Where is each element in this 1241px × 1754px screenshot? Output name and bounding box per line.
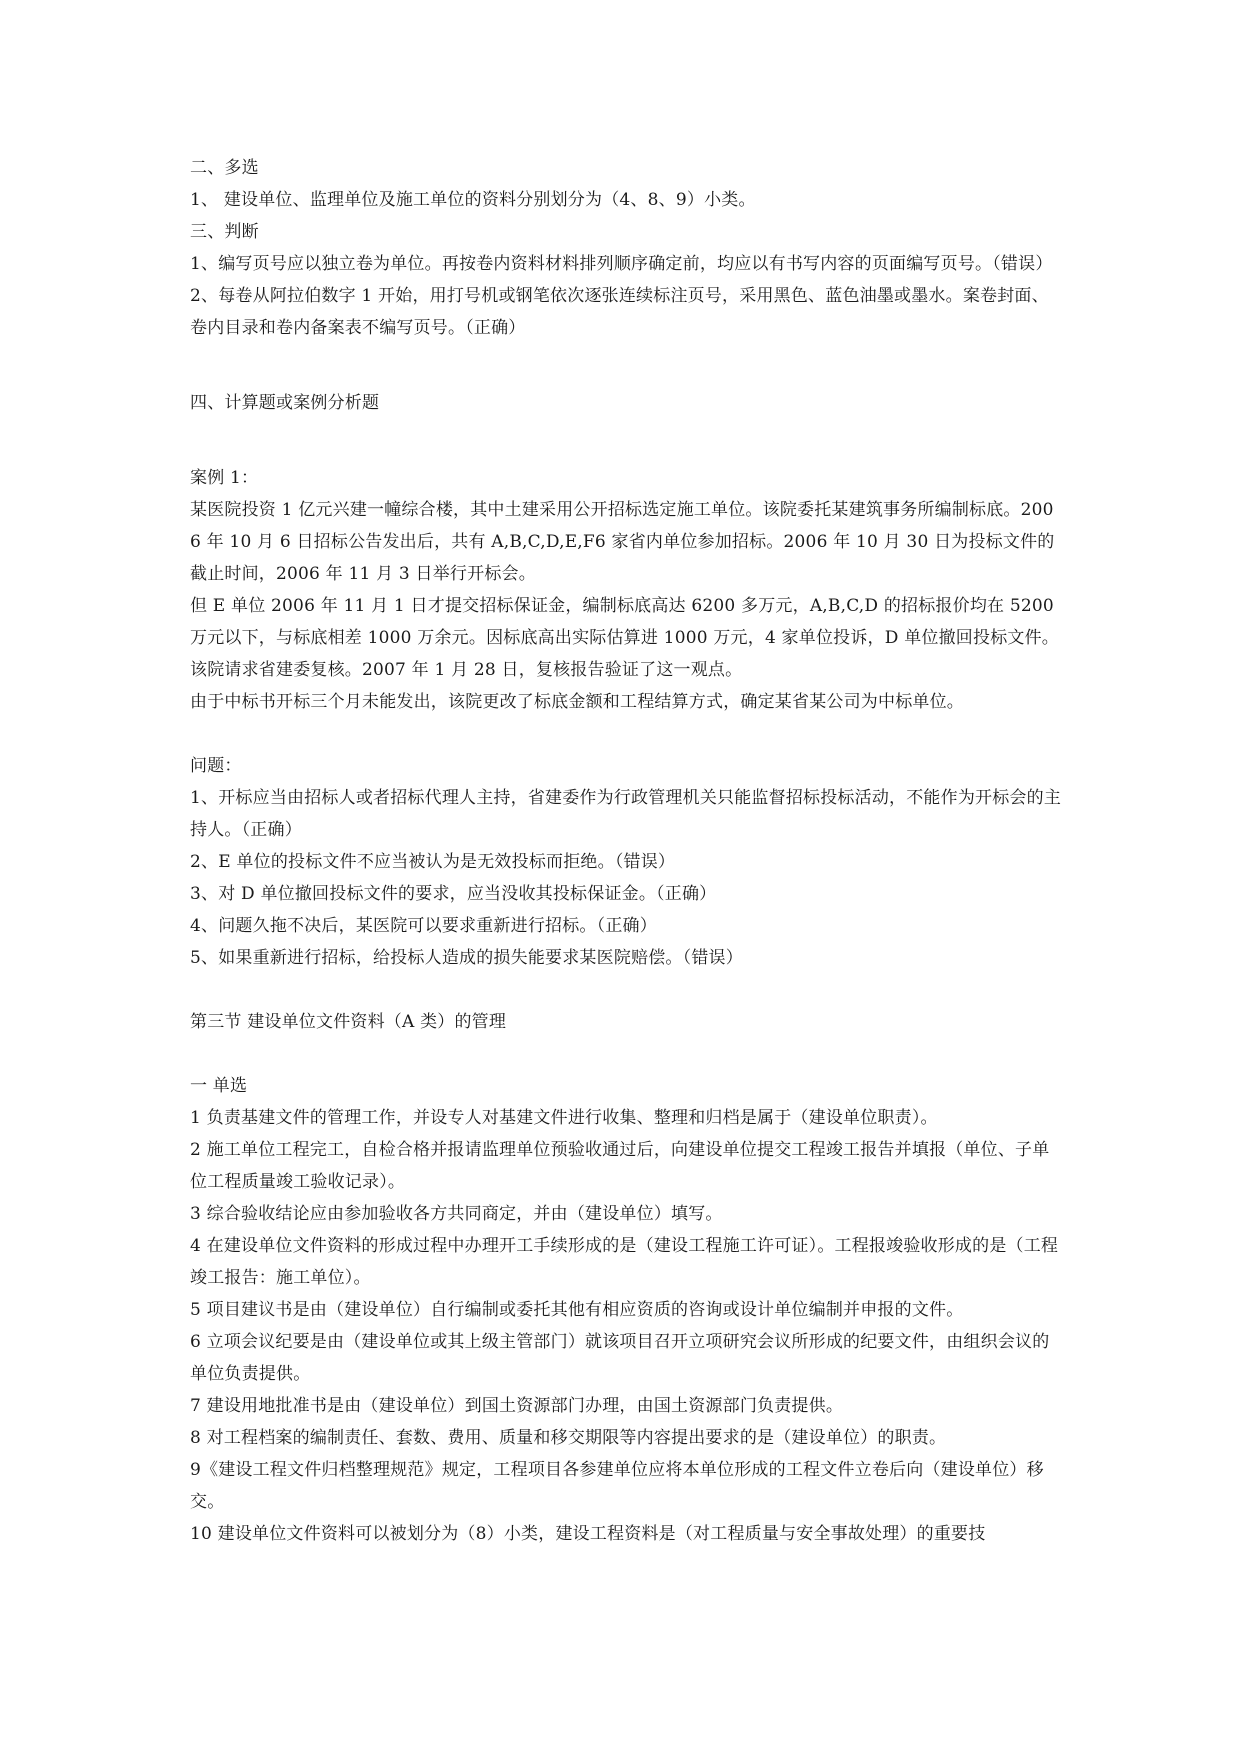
true-false-item-2: 2、每卷从阿拉伯数字 1 开始，用打号机或钢笔依次逐张连续标注页号，采用黑色、蓝色油墨或墨水。案卷封面、卷内目录和卷内备案表不编写页号。（正确）: [190, 286, 1049, 338]
single-choice-item-4: 4 在建设单位文件资料的形成过程中办理开工手续形成的是（建设工程施工许可证）。工程报竣验收形成的是（工程竣工报告：施工单位）。: [190, 1236, 1059, 1288]
question-item-5: 5、如果重新进行招标，给投标人造成的损失能要求某医院赔偿。（错误）: [190, 948, 743, 968]
section-heading-case-analysis: 四、计算题或案例分析题: [190, 393, 380, 413]
spacer: [190, 1038, 1062, 1070]
section-heading-true-false: 三、判断: [190, 222, 259, 242]
single-choice-item-8: 8 对工程档案的编制责任、套数、费用、质量和移交期限等内容提出要求的是（建设单位）的职责。: [190, 1428, 947, 1448]
spacer: [190, 718, 1062, 750]
section-heading-chapter-three: 第三节 建设单位文件资料（A 类）的管理: [190, 1012, 507, 1032]
case-paragraph-1: 某医院投资 1 亿元兴建一幢综合楼，其中土建采用公开招标选定施工单位。该院委托某建筑事务所编制标底。2006 年 10 月 6 日招标公告发出后，共有 A,B,C,D,E,F6 家省内单位参加招标。2006 年 10 月 30 日为投标文件的截止时间，2006 年 11 月 3 日举行开标会。: [190, 500, 1055, 584]
question-item-1: 1、开标应当由招标人或者招标代理人主持，省建委作为行政管理机关只能监督招标投标活动，不能作为开标会的主持人。（正确）: [190, 788, 1062, 840]
single-choice-item-2: 2 施工单位工程完工，自检合格并报请监理单位预验收通过后，向建设单位提交工程竣工报告并填报（单位、子单位工程质量竣工验收记录）。: [190, 1140, 1050, 1192]
case-title: 案例 1：: [190, 468, 259, 488]
multi-choice-item-1: 1、 建设单位、监理单位及施工单位的资料分别划分为（4、8、9）小类。: [190, 190, 756, 210]
case-paragraph-2: 但 E 单位 2006 年 11 月 1 日才提交招标保证金，编制标底高达 6200 多万元，A,B,C,D 的招标报价均在 5200 万元以下，与标底相差 1000 万余元。因标底高出实际估算进 1000 万元，4 家单位投诉，D 单位撤回投标文件。该院请求省建委复核。2007 年 1 月 28 日，复核报告验证了这一观点。: [190, 596, 1059, 680]
questions-title: 问题：: [190, 756, 242, 776]
document-page: [190, 152, 1062, 1550]
spacer: [190, 974, 1062, 1006]
question-item-4: 4、问题久拖不决后，某医院可以要求重新进行招标。（正确）: [190, 916, 657, 936]
question-item-2: 2、E 单位的投标文件不应当被认为是无效投标而拒绝。（错误）: [190, 852, 676, 872]
single-choice-item-7: 7 建设用地批准书是由（建设单位）到国土资源部门办理，由国土资源部门负责提供。: [190, 1396, 844, 1416]
single-choice-item-9: 9《建设工程文件归档整理规范》规定，工程项目各参建单位应将本单位形成的工程文件立卷后向（建设单位）移交。: [190, 1460, 1044, 1512]
spacer: [190, 419, 1062, 462]
single-choice-item-5: 5 项目建议书是由（建设单位）自行编制或委托其他有相应资质的咨询或设计单位编制并申报的文件。: [190, 1300, 964, 1320]
case-paragraph-3: 由于中标书开标三个月未能发出，该院更改了标底金额和工程结算方式，确定某省某公司为中标单位。: [190, 692, 964, 712]
true-false-item-1: 1、编写页号应以独立卷为单位。再按卷内资料材料排列顺序确定前，均应以有书写内容的页面编写页号。（错误）: [190, 254, 1053, 274]
single-choice-item-1: 1 负责基建文件的管理工作，并设专人对基建文件进行收集、整理和归档是属于（建设单位职责）。: [190, 1108, 938, 1128]
single-choice-item-3: 3 综合验收结论应由参加验收各方共同商定，并由（建设单位）填写。: [190, 1204, 723, 1224]
single-choice-item-6: 6 立项会议纪要是由（建设单位或其上级主管部门）就该项目召开立项研究会议所形成的纪要文件，由组织会议的单位负责提供。: [190, 1332, 1050, 1384]
spacer: [190, 344, 1062, 387]
section-heading-multi-choice: 二、多选: [190, 158, 259, 178]
single-choice-item-10: 10 建设单位文件资料可以被划分为（8）小类，建设工程资料是（对工程质量与安全事故处理）的重要技: [190, 1524, 986, 1544]
sub-heading-single-choice: 一 单选: [190, 1076, 248, 1096]
question-item-3: 3、对 D 单位撤回投标文件的要求，应当没收其投标保证金。（正确）: [190, 884, 717, 904]
